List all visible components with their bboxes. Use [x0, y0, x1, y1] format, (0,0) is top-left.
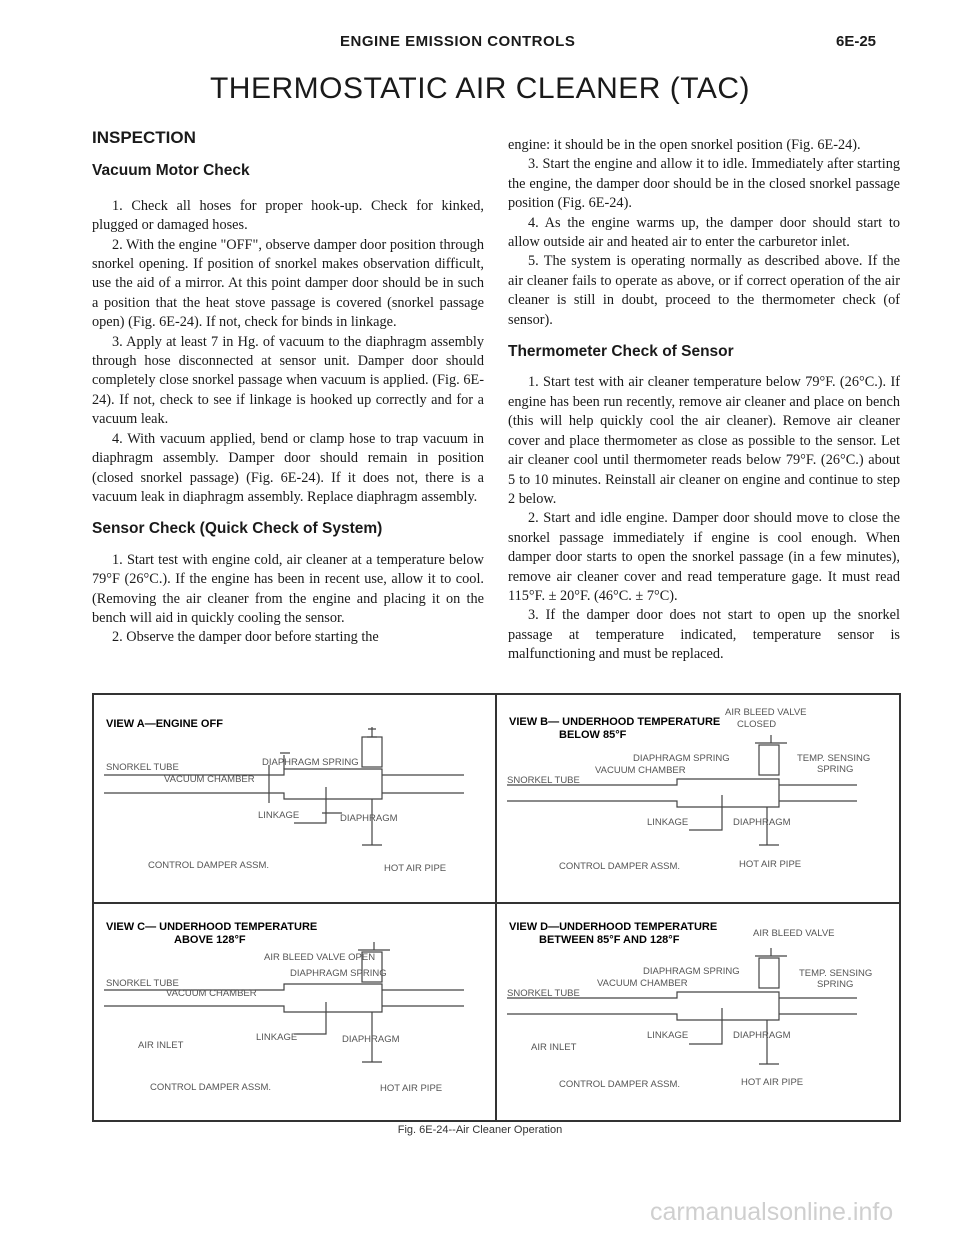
view-d-title-line2: BETWEEN 85°F AND 128°F [539, 934, 680, 946]
view-c-title-line1: VIEW C— UNDERHOOD TEMPERATURE [106, 921, 318, 933]
paragraph: 4. As the engine warms up, the damper door should start to allow outside air and heated air to enter the carburetor inlet. [508, 214, 900, 251]
control-damper-label: CONTROL DAMPER ASSM. [150, 1082, 272, 1093]
control-damper-label: CONTROL DAMPER ASSM. [559, 1079, 681, 1090]
subheading-thermometer-check: Thermometer Check of Sensor [508, 343, 734, 361]
view-c-labels [106, 952, 442, 1094]
snorkel-tube-label: SNORKEL TUBE [106, 762, 179, 773]
air-inlet-label: AIR INLET [531, 1042, 577, 1053]
subheading-sensor-check: Sensor Check (Quick Check of System) [92, 520, 383, 538]
left-column [92, 128, 484, 648]
air-bleed-label: AIR BLEED VALVE [725, 707, 807, 718]
diaphragm-label: DIAPHRAGM [733, 1030, 791, 1041]
view-b-diagram [497, 695, 897, 901]
view-c-title-line2: ABOVE 128°F [174, 934, 246, 946]
linkage-label: LINKAGE [256, 1032, 298, 1043]
closed-label: CLOSED [737, 719, 777, 730]
section-heading: INSPECTION [92, 128, 196, 147]
hot-air-pipe-label: HOT AIR PIPE [384, 863, 447, 874]
diaphragm-spring-label: DIAPHRAGM SPRING [643, 966, 740, 977]
spring-label: SPRING [817, 979, 854, 990]
view-d-diagram [497, 904, 897, 1118]
paragraph: engine: it should be in the open snorkel position (Fig. 6E-24). [508, 137, 861, 153]
diaphragm-spring-label: DIAPHRAGM SPRING [633, 753, 730, 764]
diaphragm-spring-label: DIAPHRAGM SPRING [290, 968, 387, 979]
snorkel-tube-label: SNORKEL TUBE [106, 978, 179, 989]
vacuum-chamber-label: VACUUM CHAMBER [164, 774, 255, 785]
diaphragm-label: DIAPHRAGM [342, 1034, 400, 1045]
view-a-housing [104, 727, 464, 845]
paragraph: 3. If the damper door does not start to open up the snorkel passage at temperature indicated, temperature sensor is malfunctioning and must be replaced. [508, 607, 900, 663]
diaphragm-spring-label: DIAPHRAGM SPRING [262, 757, 359, 768]
page-title: THERMOSTATIC AIR CLEANER (TAC) [209, 72, 751, 105]
diaphragm-label: DIAPHRAGM [733, 817, 791, 828]
view-d-title-line1: VIEW D—UNDERHOOD TEMPERATURE [509, 921, 718, 933]
air-inlet-label: AIR INLET [138, 1040, 184, 1051]
view-b-title-line2: BELOW 85°F [559, 729, 627, 741]
paragraph: 1. Start test with engine cold, air cleaner at a temperature below 79°F (26°C.). If the engine has been in recent use, allow it to cool. (Removing the air cleaner from the engine and placing it on the bench will aid in quickly cooling the sensor. [92, 551, 484, 626]
air-cleaner-figure [92, 693, 901, 1122]
view-b-title-line1: VIEW B— UNDERHOOD TEMPERATURE [509, 716, 721, 728]
control-damper-label: CONTROL DAMPER ASSM. [559, 861, 681, 872]
temp-sensing-label: TEMP. SENSING [799, 968, 873, 979]
paragraph: 3. Start the engine and allow it to idle. Immediately after starting the engine, the damper door should be in the closed snorkel passage position (Fig. 6E-24). [508, 156, 900, 212]
running-header: ENGINE EMISSION CONTROLS [340, 33, 576, 50]
linkage-label: LINKAGE [647, 817, 689, 828]
paragraph: 1. Start test with air cleaner temperature below 79°F. (26°C.). If engine has been run recently, remove air cleaner and place on bench (this will help quickly cool the air cleaner). Remove air cleaner cover and place thermometer as close as possible to the sensor. Let air cleaner cool until thermometer reads below 79°F. (26°C.) about 5 to 10 minutes. Reinstall air cleaner on engine and continue to step 2 below. [508, 374, 900, 507]
spring-label: SPRING [817, 764, 854, 775]
paragraph: 1. Check all hoses for proper hook-up. Check for kinked, plugged or damaged hoses. [92, 197, 484, 234]
view-a-diagram [94, 695, 494, 901]
paragraph: 2. Start and idle engine. Damper door should move to close the snorkel passage immediately if engine is cool enough. When damper door starts to open the snorkel passage (in a few minutes), remove air cleaner cover and read temperature gage. It must read 115°F. ± 20°F. (46°C. ± 7°C). [508, 510, 900, 604]
vacuum-chamber-label: VACUUM CHAMBER [597, 978, 688, 989]
page-number: 6E-25 [836, 33, 877, 50]
view-b-housing [507, 735, 857, 845]
snorkel-tube-label: SNORKEL TUBE [507, 988, 580, 999]
vacuum-chamber-label: VACUUM CHAMBER [595, 765, 686, 776]
temp-sensing-label: TEMP. SENSING [797, 753, 871, 764]
subheading-vacuum-motor: Vacuum Motor Check [92, 162, 250, 180]
paragraph: 2. With the engine "OFF", observe damper door position through snorkel opening. If position of snorkel makes observation difficult, use the aid of a mirror. At this point damper door should be in such a position that the heat stove passage is covered (snorkel passage open) (Fig. 6E-24). If not, check for binds in linkage. [92, 236, 484, 331]
snorkel-tube-label: SNORKEL TUBE [507, 775, 580, 786]
air-bleed-label: AIR BLEED VALVE [753, 928, 835, 939]
view-d-labels [507, 928, 872, 1090]
right-column [508, 136, 900, 665]
linkage-label: LINKAGE [647, 1030, 689, 1041]
view-a-title: VIEW A—ENGINE OFF [106, 718, 223, 730]
view-c-diagram [94, 904, 494, 1118]
diaphragm-label: DIAPHRAGM [340, 813, 398, 824]
control-damper-label: CONTROL DAMPER ASSM. [148, 860, 270, 871]
air-bleed-open-label: AIR BLEED VALVE OPEN [264, 952, 376, 963]
hot-air-pipe-label: HOT AIR PIPE [380, 1083, 443, 1094]
paragraph: 2. Observe the damper door before starting the [112, 629, 379, 646]
figure-caption: Fig. 6E-24--Air Cleaner Operation [397, 1124, 563, 1136]
linkage-label: LINKAGE [258, 810, 300, 821]
paragraph: 3. Apply at least 7 in Hg. of vacuum to the diaphragm assembly through hose disconnected at sensor unit. Damper door should completely close snorkel passage when vacuum is applied. (Fig. 6E-24). If not, check to see if linkage is hooked up correctly and for a vacuum leak. [92, 333, 484, 428]
hot-air-pipe-label: HOT AIR PIPE [741, 1077, 804, 1088]
vacuum-chamber-label: VACUUM CHAMBER [166, 988, 257, 999]
paragraph: 5. The system is operating normally as described above. If the air cleaner fails to operate as above, or if correct operation of the air cleaner is still in doubt, proceed to the thermometer check (of sensor). [508, 253, 900, 328]
watermark: carmanualsonline.info [650, 1198, 894, 1226]
hot-air-pipe-label: HOT AIR PIPE [739, 859, 802, 870]
paragraph: 4. With vacuum applied, bend or clamp hose to trap vacuum in diaphragm assembly. Damper door should remain in position (closed snorkel passage) (Fig. 6E-24). If it does not, there is a vacuum leak in diaphragm assembly. Replace diaphragm assembly. [92, 430, 484, 505]
